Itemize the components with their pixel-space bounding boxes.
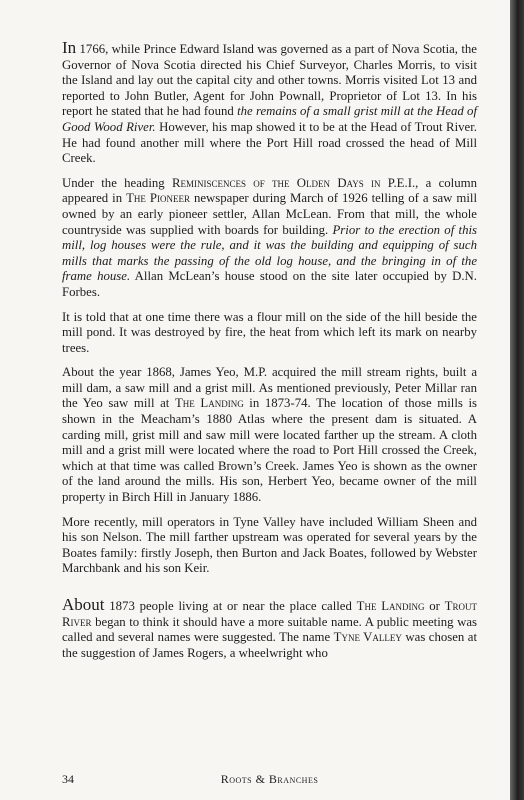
paragraph-6: About 1873 people living at or near the place called The Landing or Trout River began to think it should have a more suitable name. A public meeting was called and several names were suggested. The name Tyne Valley was chosen at the suggestion of James Rogers, a wheelwright who: [62, 595, 478, 660]
running-title: Roots & Branches: [220, 772, 319, 786]
paragraph-1: In 1766, while Prince Edward Island was governed as a part of Nova Scotia, the Governor of Nova Scotia directed his Chief Surveyor, Charles Morris, to visit the Island and lay out the capital city and other towns. Morris visited Lot 13 and reported to John Butler, Agent for John Pownall, Proprietor of Lot 13. In his report he stated that he had found the remains of a small grist mill at the Head of Good Wood River. However, his map showed it to be at the Head of Trout River. He had found another mill where the Port Hill road crossed the head of Mill Creek.: [62, 38, 477, 166]
book-gutter-shadow: [510, 0, 524, 800]
lead-word: In: [62, 38, 77, 57]
paragraph-4: About the year 1868, James Yeo, M.P. acquired the mill stream rights, built a mill dam, a saw mill and a grist mill. As mentioned previously, Peter Millar ran the Yeo saw mill at The Landing in 1873-74. The location of those mills is shown in the Meacham’s 1880 Atlas where the present dam is situated. A carding mill, grist mill and saw mill were located farther up the stream. A cloth mill and a grist mill were located where the road to Port Hill crossed the Creek, which at that time was called Brown’s Creek. James Yeo is shown as the owner of the land around the mills. His son, Herbert Yeo, became owner of the mill property in Birch Hill in January 1886.: [62, 365, 478, 505]
paragraph-2: Under the heading Reminiscences of the Olden Days in P.E.I., a column appeared in The Pioneer newspaper during March of 1926 telling of a saw mill owned by an early pioneer settler, Allan McLean. From that mill, the whole countryside was supplied with boards for building. Prior to the erection of this mill, log houses were the rule, and it was the building and equipping of such mills that marks the passing of the old log house, and the bringing in of the frame house. Allan McLean’s house stood on the site later occupied by D.N. Forbes.: [62, 175, 478, 299]
paragraph-5: More recently, mill operators in Tyne Valley have included William Sheen and his son Nelson. The mill farther upstream was operated for several years by the Boates family: firstly Joseph, then Burton and Jack Boates, followed by Webster Marchbank and his son Keir.: [62, 514, 477, 576]
page-text: [62, 40, 477, 670]
page-number: 34: [62, 772, 74, 786]
lead-word: About: [62, 595, 105, 614]
paragraph-3: It is told that at one time there was a flour mill on the side of the hill beside the mill pond. It was destroyed by fire, the heat from which left its mark on nearby trees.: [62, 309, 477, 355]
